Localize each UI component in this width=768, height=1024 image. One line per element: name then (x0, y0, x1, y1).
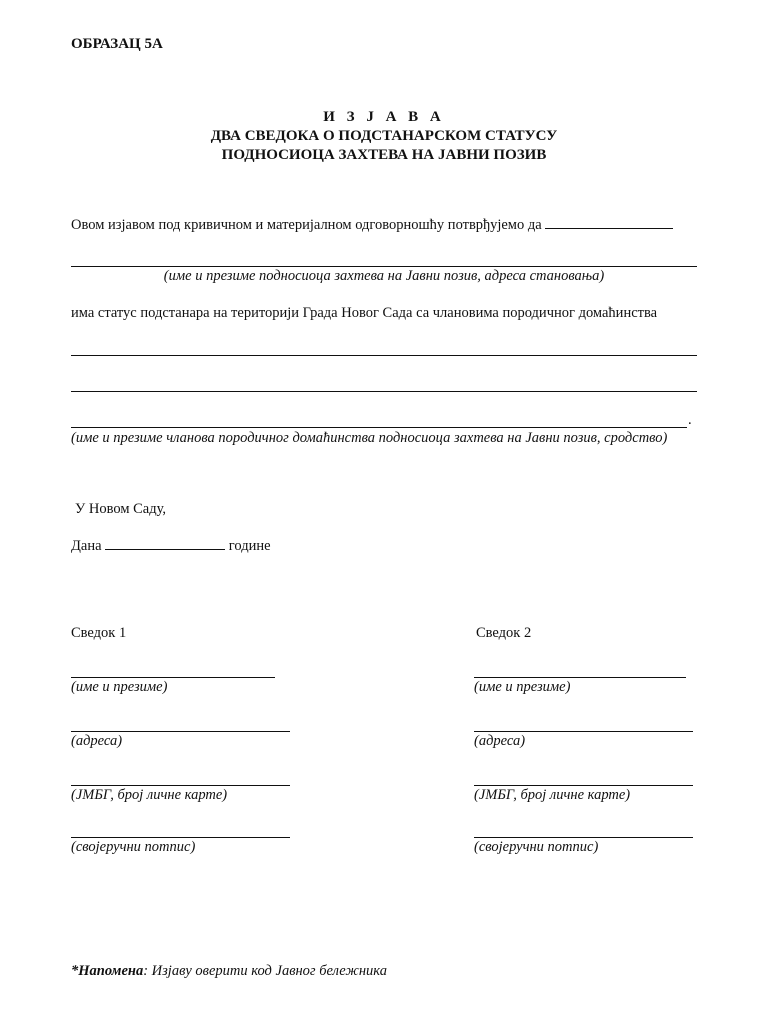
title-line-3: ПОДНОСИОЦА ЗАХТЕВА НА ЈАВНИ ПОЗИВ (221, 147, 547, 163)
witness-1-signature-hint: (својеручни потпис) (71, 839, 196, 855)
date-row (71, 537, 271, 555)
members-line-2[interactable] (71, 391, 697, 392)
witness-1-address-hint: (адреса) (71, 733, 123, 749)
title-line-2: ДВА СВЕДОКА О ПОДСТАНАРСКОМ СТАТУСУ (210, 128, 558, 144)
members-line-3[interactable] (71, 427, 687, 428)
applicant-hint: (име и презиме подносиоца захтева на Јавни позив, адреса становања) (163, 268, 605, 284)
date-suffix: године (228, 538, 271, 554)
witness-2-signature-line[interactable] (474, 837, 693, 838)
applicant-address-line[interactable] (71, 266, 697, 267)
date-prefix: Дана (71, 538, 102, 554)
witness-2-name-line[interactable] (474, 677, 686, 678)
witness-2-id-line[interactable] (474, 785, 693, 786)
members-end-dot: . (688, 412, 692, 428)
witness-2-signature-hint: (својеручни потпис) (474, 839, 599, 855)
witness-1-label: Сведок 1 (71, 625, 127, 641)
footnote (71, 963, 387, 980)
witness-2-name-hint: (име и презиме) (474, 679, 571, 695)
members-hint: (име и презиме чланова породичног домаћинства подносиоца захтева на Јавни позив, сродство) (71, 430, 668, 446)
statement-intro (71, 216, 673, 234)
witness-1-signature-line[interactable] (71, 837, 290, 838)
witness-1-name-line[interactable] (71, 677, 275, 678)
members-line-1[interactable] (71, 355, 697, 356)
witness-1-id-line[interactable] (71, 785, 290, 786)
witness-1-id-hint: (ЈМБГ, број личне карте) (71, 787, 228, 803)
witness-1-name-hint: (име и презиме) (71, 679, 168, 695)
witness-2-address-hint: (адреса) (474, 733, 526, 749)
date-blank[interactable] (105, 537, 225, 550)
witness-2-label: Сведок 2 (476, 625, 532, 641)
status-text: има статус подстанара на територији Града Новог Сада са члановима породичног домаћинства (71, 305, 658, 321)
form-code: ОБРАЗАЦ 5А (71, 36, 163, 52)
applicant-name-blank[interactable] (545, 216, 673, 229)
footnote-label: *Напомена (71, 963, 144, 979)
document-title (0, 108, 768, 165)
statement-intro-text: Овом изјавом под кривичном и материјалном одговорношћу потврђујемо да (71, 217, 542, 233)
witness-2-id-hint: (ЈМБГ, број личне карте) (474, 787, 631, 803)
footnote-text: : Изјаву оверити код Јавног бележника (143, 963, 387, 979)
witness-2-address-line[interactable] (474, 731, 693, 732)
title-line-1: И З Ј А В А (323, 109, 445, 125)
witness-1-address-line[interactable] (71, 731, 290, 732)
place-text: У Новом Саду, (75, 501, 167, 517)
